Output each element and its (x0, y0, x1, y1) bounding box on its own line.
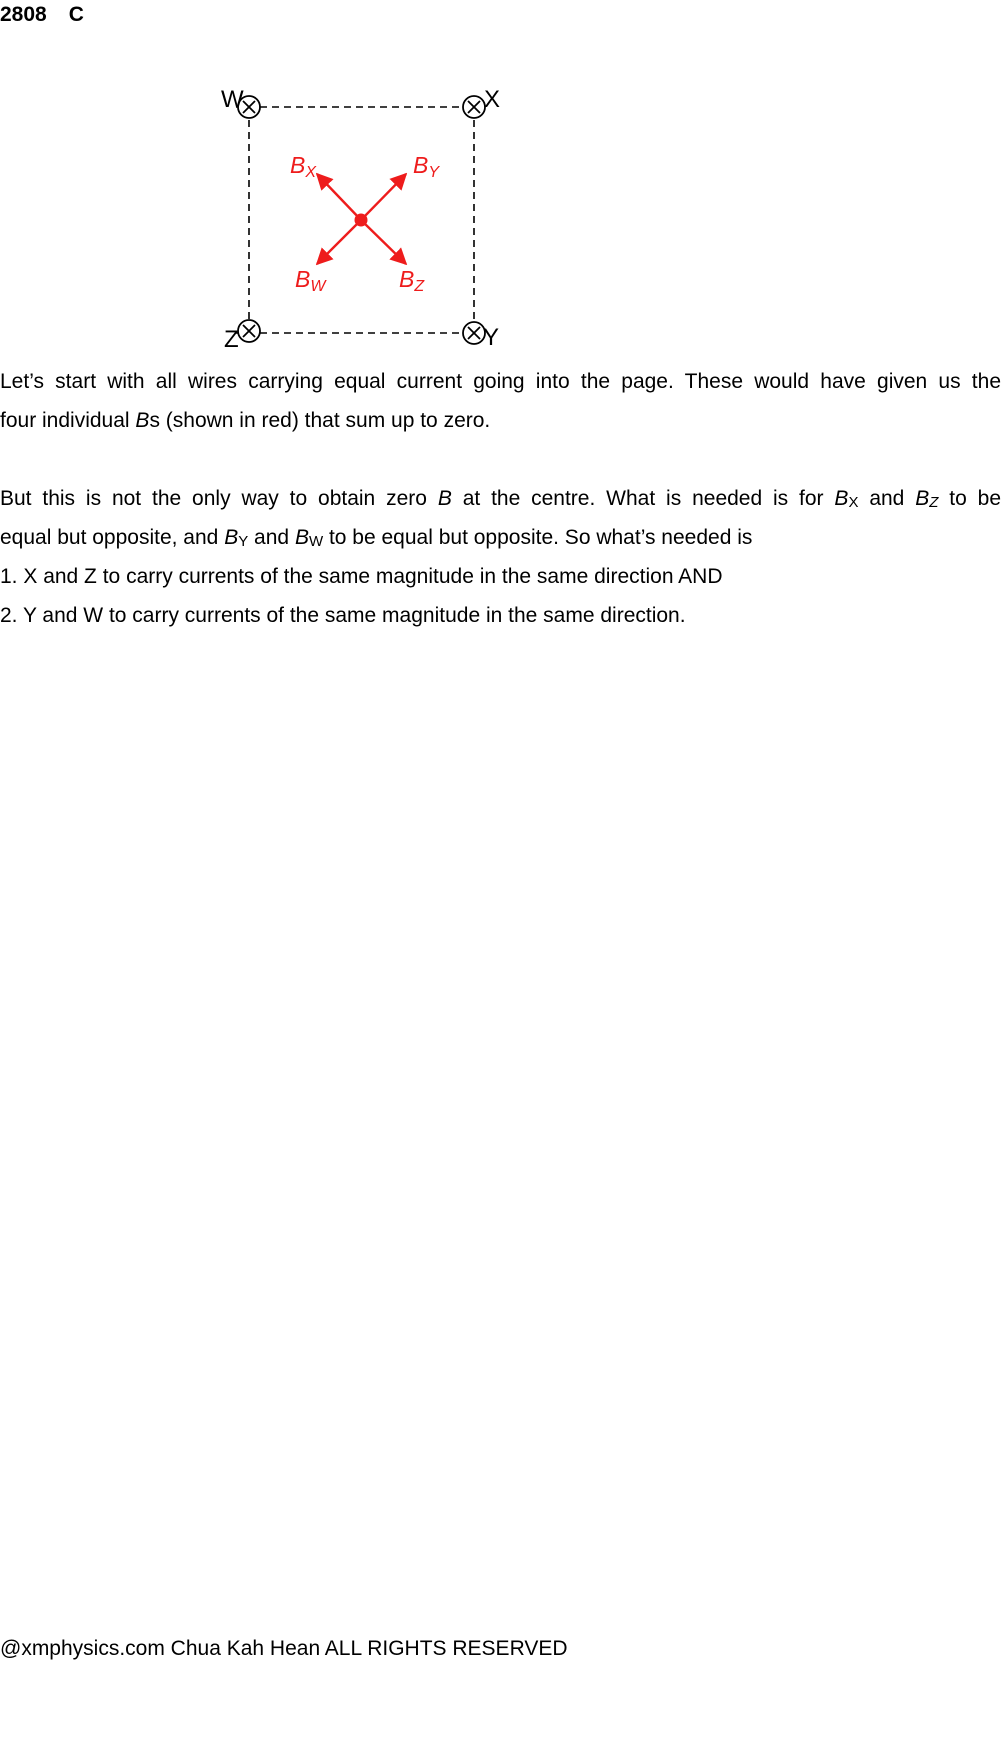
paragraph-1-line-2: four individual Bs (shown in red) that sum up to zero. (0, 409, 491, 432)
field-arrow-bx (317, 174, 361, 220)
wire-field-diagram (0, 0, 1001, 350)
list-item-1: 1. X and Z to carry currents of the same magnitude in the same direction AND (0, 565, 723, 588)
field-arrow-by (361, 174, 406, 220)
field-arrow-bz (361, 220, 406, 264)
wire-z-into-page-icon (238, 320, 260, 342)
wire-label-y: Y (483, 324, 500, 350)
centre-point (355, 214, 368, 227)
answer-letter: C (68, 3, 84, 26)
list-item-2: 2. Y and W to carry currents of the same magnitude in the same direction. (0, 604, 686, 627)
wire-label-x: X (484, 86, 501, 113)
wire-x-into-page-icon (463, 96, 485, 118)
copyright-footer: @xmphysics.com Chua Kah Hean ALL RIGHTS RESERVED (0, 1637, 568, 1660)
field-label-bw: BW (295, 266, 326, 295)
wire-label-w: W (221, 86, 244, 113)
field-label-bx: BX (290, 152, 317, 181)
paragraph-2-line-2: equal but opposite, and BY and BW to be equal but opposite. So what’s needed is (0, 526, 753, 550)
field-label-by: BY (413, 152, 440, 181)
wire-y-into-page-icon (463, 322, 485, 344)
wire-label-z: Z (224, 326, 239, 350)
paragraph-1-line-1: Let’s start with all wires carrying equal current going into the page. These would have given us the (0, 370, 1001, 393)
field-label-bz: BZ (399, 266, 425, 295)
paragraph-2-line-1: But this is not the only way to obtain zero B at the centre. What is needed is for BX and BZ to be (0, 487, 1001, 511)
question-number: 2808 (0, 3, 47, 26)
field-arrow-bw (317, 220, 361, 264)
